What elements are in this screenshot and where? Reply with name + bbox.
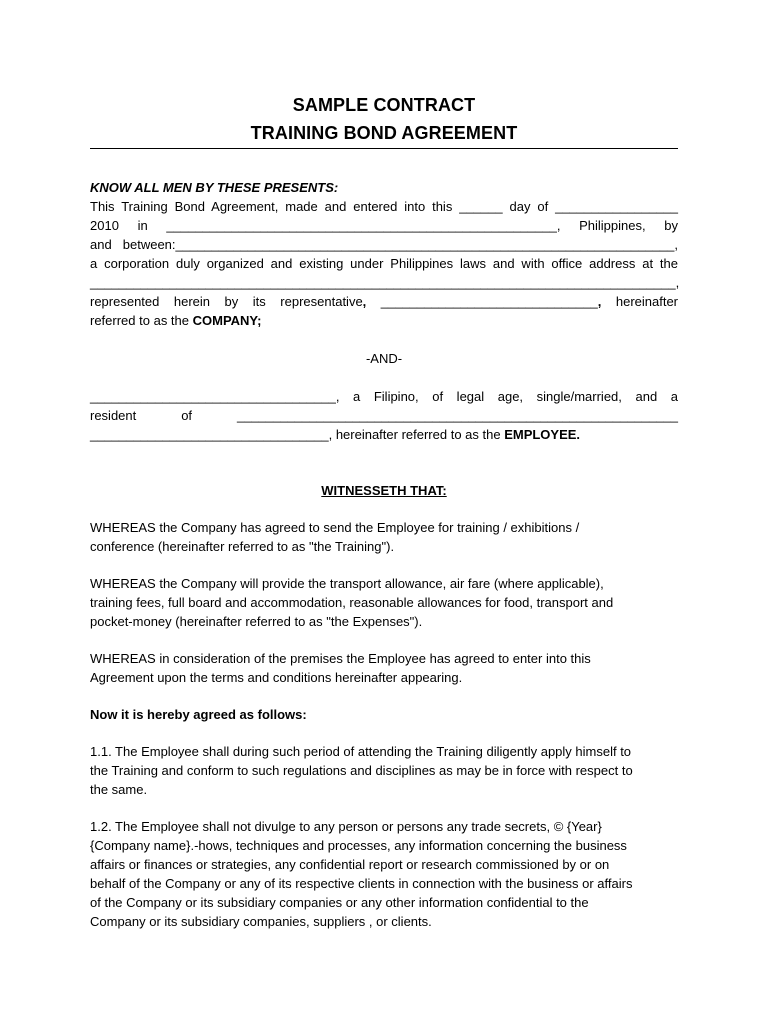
clause-line: 1.2. The Employee shall not divulge to any person or persons any trade secrets, © {Year} — [90, 819, 602, 834]
whereas-clause — [90, 518, 678, 556]
representative-hereinafter: hereinafter — [601, 294, 679, 309]
preamble-line: _________________________________________________________________________________, — [90, 275, 680, 290]
whereas-line: WHEREAS in consideration of the premises the Employee has agreed to enter into this — [90, 651, 591, 666]
whereas-line: training fees, full board and accommodation, reasonable allowances for food, transport and — [90, 595, 614, 610]
representative-comma-2: , — [597, 294, 602, 309]
contract-page — [90, 0, 678, 931]
witnesseth-heading: WITNESSETH THAT: — [321, 483, 447, 498]
clause-line: behalf of the Company or any of its respective clients in connection with the business or affairs — [90, 876, 633, 891]
company-reference-line — [90, 311, 678, 330]
employee-section — [90, 387, 678, 444]
representative-blank: ______________________________ — [366, 294, 598, 309]
company-label: COMPANY; — [192, 313, 262, 328]
representative-text: represented herein by its representative — [90, 294, 363, 309]
clause-line: the Training and conform to such regulations and disciplines as may be in force with respect to — [90, 763, 633, 778]
clause-1-2 — [90, 817, 678, 931]
whereas-line: conference (hereinafter referred to as "the Training"). — [90, 539, 395, 554]
representative-comma: , — [362, 294, 367, 309]
preamble-line: 2010 in ______________________________________________________, Philippines, by — [90, 218, 678, 233]
document-title-line2: TRAINING BOND AGREEMENT — [250, 123, 518, 143]
employee-reference-line — [90, 425, 678, 444]
and-separator: -AND- — [365, 351, 403, 366]
whereas-clause — [90, 574, 678, 631]
clause-1-1 — [90, 742, 678, 799]
whereas-line: Agreement upon the terms and conditions hereinafter appearing. — [90, 670, 463, 685]
clause-line: the same. — [90, 782, 148, 797]
representative-line — [90, 292, 678, 311]
company-reference-text: referred to as the — [90, 313, 193, 328]
clause-line: of the Company or its subsidiary companies or any other information confidential to the — [90, 895, 589, 910]
clause-line: {Company name}.-hows, techniques and processes, any information concerning the business — [90, 838, 627, 853]
whereas-line: WHEREAS the Company has agreed to send the Employee for training / exhibitions / — [90, 520, 580, 535]
whereas-line: pocket-money (hereinafter referred to as "the Expenses"). — [90, 614, 423, 629]
whereas-clause — [90, 649, 678, 687]
document-title-line1: SAMPLE CONTRACT — [292, 95, 476, 115]
whereas-line: WHEREAS the Company will provide the transport allowance, air fare (where applicable), — [90, 576, 604, 591]
employee-line: resident of _____________________________________________________________ — [90, 408, 678, 423]
clause-line: affairs or finances or strategies, any confidential report or research commissioned by or on — [90, 857, 610, 872]
preamble-section — [90, 178, 678, 330]
agreed-heading: Now it is hereby agreed as follows: — [90, 707, 307, 722]
preamble-line: and between:_____________________________________________________________________, — [90, 237, 678, 252]
title-underline-rule — [90, 148, 678, 149]
preamble-line: a corporation duly organized and existing under Philippines laws and with office address at the — [90, 256, 678, 271]
employee-line: __________________________________, a Filipino, of legal age, single/married, and a — [90, 389, 678, 404]
employee-label: EMPLOYEE. — [504, 427, 581, 442]
clause-line: Company or its subsidiary companies, suppliers , or clients. — [90, 914, 432, 929]
employee-reference-text: _________________________________, hereinafter referred to as the — [90, 427, 505, 442]
preamble-heading: KNOW ALL MEN BY THESE PRESENTS: — [90, 180, 339, 195]
preamble-line: This Training Bond Agreement, made and entered into this ______ day of _________________ — [90, 199, 678, 214]
clause-line: 1.1. The Employee shall during such period of attending the Training diligently apply himself to — [90, 744, 632, 759]
